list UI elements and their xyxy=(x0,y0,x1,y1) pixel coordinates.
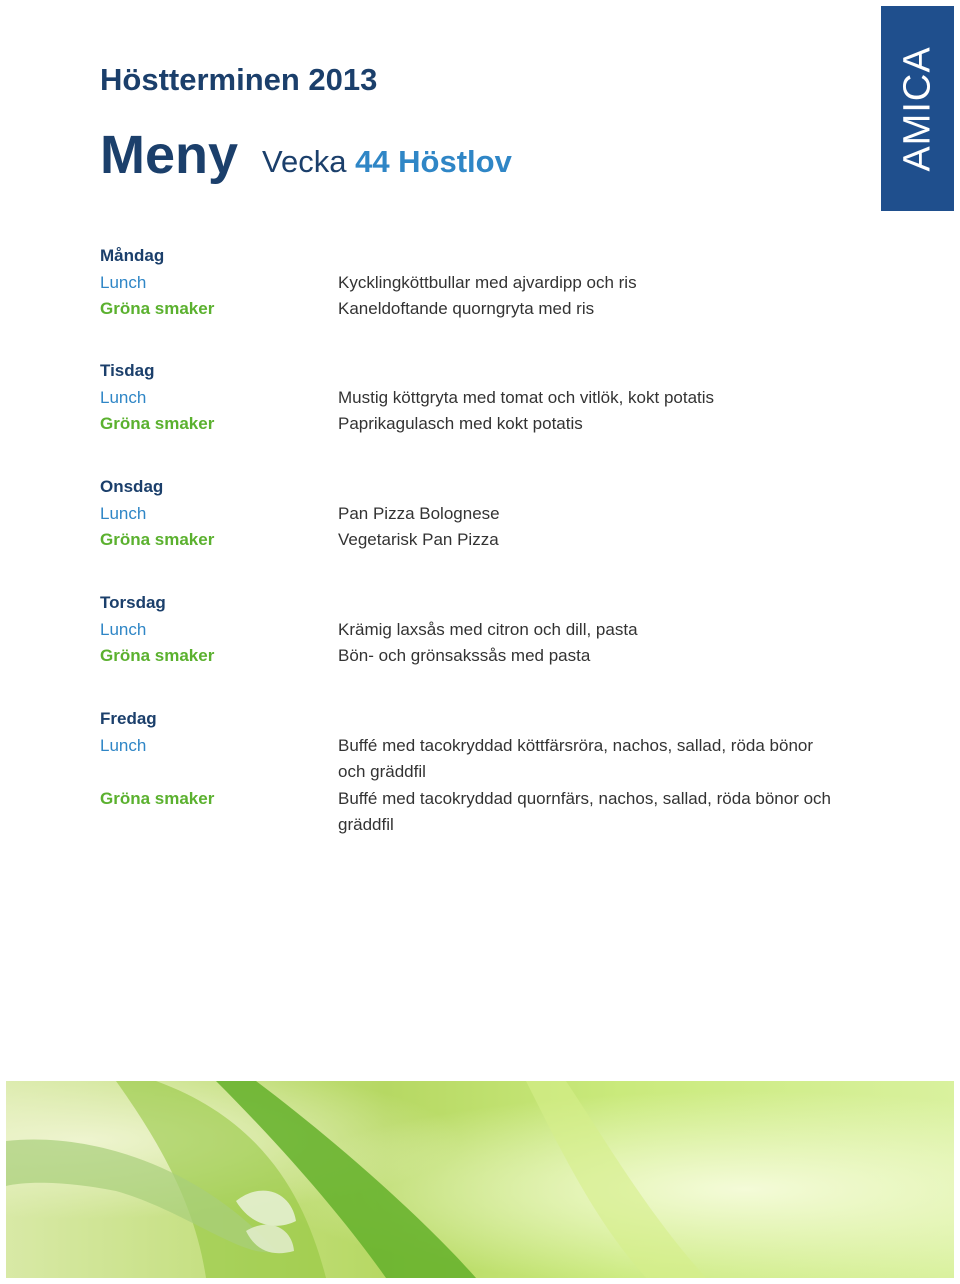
lunch-label: Lunch xyxy=(100,503,147,523)
week-prefix: Vecka xyxy=(262,144,347,179)
green-dish: Bön- och grönsakssås med pasta xyxy=(338,646,591,665)
page-title: Meny xyxy=(100,125,239,185)
green-dish: Vegetarisk Pan Pizza xyxy=(338,530,499,549)
week-number: 44 Höstlov xyxy=(355,144,512,179)
green-row xyxy=(100,643,880,670)
lunch-label: Lunch xyxy=(100,735,147,755)
green-row xyxy=(100,786,880,839)
lunch-label: Lunch xyxy=(100,272,147,292)
green-row xyxy=(100,527,880,554)
amica-logo xyxy=(881,6,954,211)
green-row xyxy=(100,296,880,323)
green-row xyxy=(100,411,880,438)
lunch-row xyxy=(100,501,880,528)
green-label: Gröna smaker xyxy=(100,788,215,808)
day-name: Torsdag xyxy=(100,593,166,612)
fern-leaf-photo xyxy=(6,1081,954,1278)
term-heading: Höstterminen 2013 xyxy=(100,62,378,97)
day-section-tuesday xyxy=(100,358,880,438)
lunch-label: Lunch xyxy=(100,619,147,639)
lunch-row xyxy=(100,617,880,644)
day-name: Onsdag xyxy=(100,477,164,496)
green-label: Gröna smaker xyxy=(100,299,215,318)
green-dish: Buffé med tacokryddad quornfärs, nachos, sallad, röda bönor och gräddfil xyxy=(338,788,831,834)
day-name: Tisdag xyxy=(100,361,155,380)
day-section-friday xyxy=(100,706,880,839)
lunch-dish: Buffé med tacokryddad köttfärsröra, nachos, sallad, röda bönor och gräddfil xyxy=(338,735,814,781)
lunch-row xyxy=(100,270,880,297)
green-dish: Kaneldoftande quorngryta med ris xyxy=(338,299,595,318)
lunch-dish: Krämig laxsås med citron och dill, pasta xyxy=(338,619,638,639)
green-label: Gröna smaker xyxy=(100,530,215,549)
day-section-monday xyxy=(100,243,880,323)
week-label xyxy=(262,146,512,177)
day-section-wednesday xyxy=(100,474,880,554)
green-dish: Paprikagulasch med kokt potatis xyxy=(338,414,583,433)
lunch-dish: Kycklingköttbullar med ajvardipp och ris xyxy=(338,272,637,292)
lunch-row xyxy=(100,733,880,786)
lunch-dish: Mustig köttgryta med tomat och vitlök, kokt potatis xyxy=(338,387,715,407)
green-label: Gröna smaker xyxy=(100,646,215,665)
day-section-thursday xyxy=(100,590,880,670)
green-label: Gröna smaker xyxy=(100,414,215,433)
day-name: Fredag xyxy=(100,709,157,728)
brand-name: AMICA xyxy=(896,45,938,172)
lunch-dish: Pan Pizza Bolognese xyxy=(338,503,500,523)
lunch-row xyxy=(100,385,880,412)
lunch-label: Lunch xyxy=(100,387,147,407)
day-name: Måndag xyxy=(100,246,165,265)
fern-leaf-illustration xyxy=(6,1081,954,1278)
